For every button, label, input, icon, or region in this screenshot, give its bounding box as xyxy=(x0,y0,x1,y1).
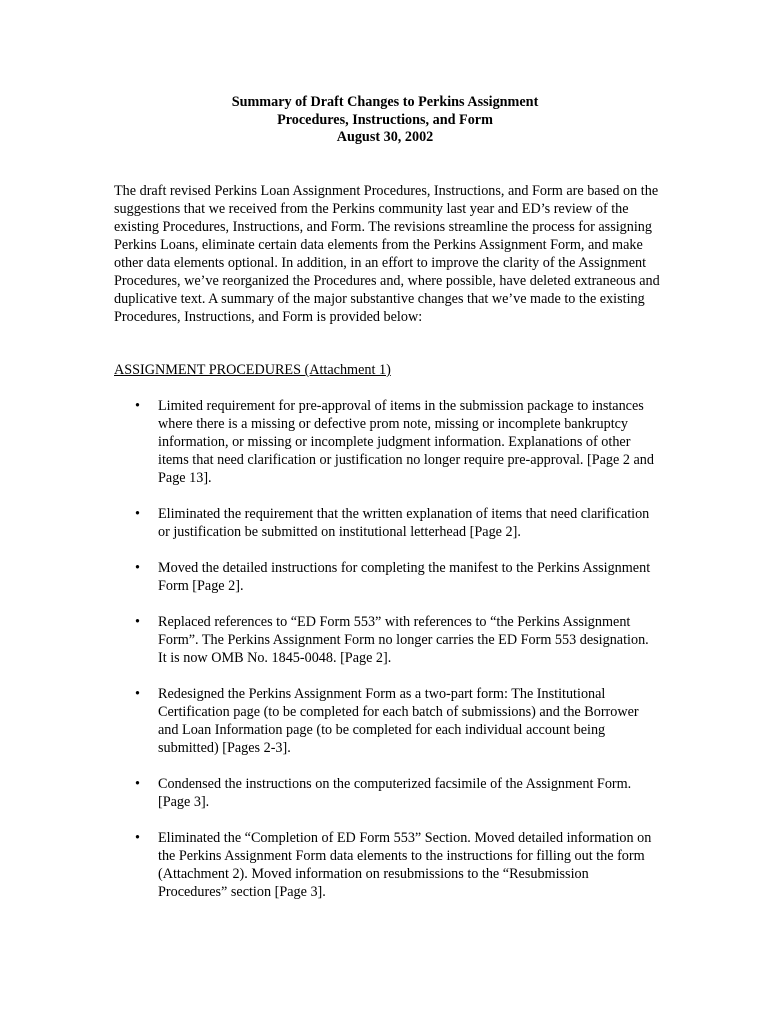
bullet-icon: • xyxy=(135,830,140,846)
bullet-icon: • xyxy=(135,560,140,576)
list-item xyxy=(114,775,660,811)
bullet-text: Eliminated the requirement that the written explanation of items that need clarification or justification be submitted on institutional letterhead [Page 2]. xyxy=(158,506,650,540)
title-line-2: Procedures, Instructions, and Form xyxy=(277,111,493,128)
bullet-text: Eliminated the “Completion of ED Form 553” Section. Moved detailed information on the Perkins Assignment Form data elements to the instructions for filling out the form (Attachment 2). Moved information on resubmissions to the “Resubmission Procedures” section [Page 3]. xyxy=(158,830,652,900)
list-item xyxy=(114,397,660,487)
bullet-icon: • xyxy=(135,686,140,702)
bullet-text: Redesigned the Perkins Assignment Form as a two-part form: The Institutional Certification page (to be completed for each batch of submissions) and the Borrower and Loan Information page (to be completed for each individual account being submitted) [Pages 2-3]. xyxy=(158,686,639,756)
list-item xyxy=(114,613,660,667)
list-item xyxy=(114,829,660,901)
bullet-icon: • xyxy=(135,614,140,630)
bullet-list xyxy=(114,397,660,919)
list-item xyxy=(114,559,660,595)
bullet-text: Moved the detailed instructions for completing the manifest to the Perkins Assignment Form [Page 2]. xyxy=(158,560,651,594)
intro-paragraph: The draft revised Perkins Loan Assignment Procedures, Instructions, and Form are based on the suggestions that we received from the Perkins community last year and ED’s review of the existing Procedures, Instructions, and Form. The revisions streamline the process for assigning Perkins Loans, eliminate certain data elements from the Perkins Assignment Form, and make other data elements optional. In addition, in an effort to improve the clarity of the Assignment Procedures, we’ve reorganized the Procedures and, where possible, have deleted extraneous and duplicative text. A summary of the major substantive changes that we’ve made to the existing Procedures, Instructions, and Form is provided below: xyxy=(114,183,660,325)
title-line-1: Summary of Draft Changes to Perkins Assignment xyxy=(231,94,539,110)
document-title xyxy=(0,94,770,147)
bullet-icon: • xyxy=(135,506,140,522)
section-heading: ASSIGNMENT PROCEDURES (Attachment 1) xyxy=(114,362,391,378)
bullet-text: Condensed the instructions on the computerized facsimile of the Assignment Form. [Page 3]. xyxy=(158,776,632,810)
list-item xyxy=(114,505,660,541)
bullet-text: Replaced references to “ED Form 553” with references to “the Perkins Assignment Form”. The Perkins Assignment Form no longer carries the ED Form 553 designation. It is now OMB No. 1845-0048. [Page 2]. xyxy=(158,614,649,666)
list-item xyxy=(114,685,660,757)
bullet-icon: • xyxy=(135,776,140,792)
document-date: August 30, 2002 xyxy=(336,129,434,146)
bullet-text: Limited requirement for pre-approval of items in the submission package to instances where there is a missing or defective prom note, missing or incomplete bankruptcy information, or missing or incomplete judgment information. Explanations of other items that need clarification or justification no longer require pre-approval. [Page 2 and Page 13]. xyxy=(158,398,654,486)
bullet-icon: • xyxy=(135,398,140,414)
